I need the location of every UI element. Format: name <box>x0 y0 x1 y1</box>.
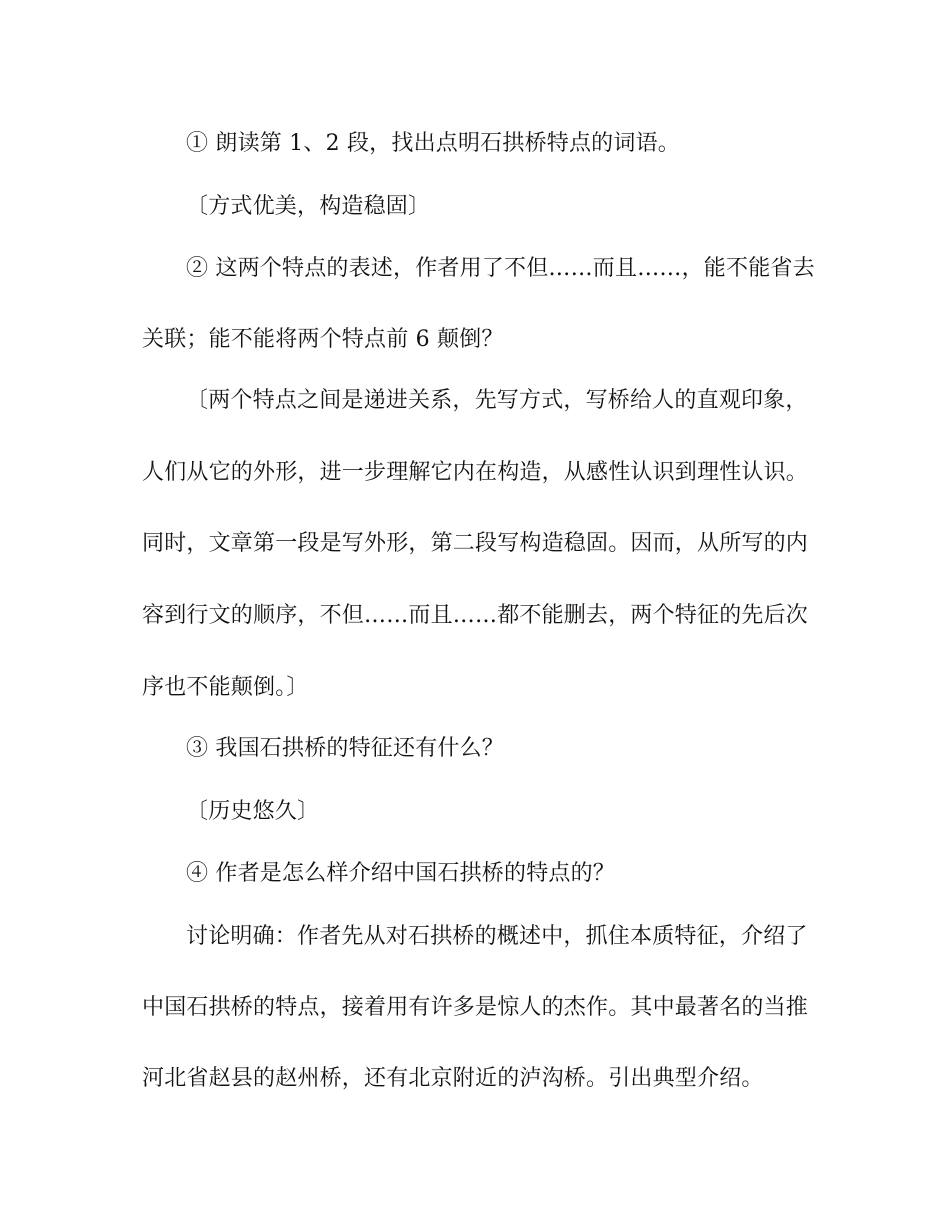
answer-2-line-4: 容到行文的顺序，不但……而且……都不能删去，两个特征的先后次 <box>142 603 809 628</box>
discussion-line-3: 河北省赵县的赵州桥，还有北京附近的泸沟桥。引出典型介绍。 <box>142 1066 764 1091</box>
question-2-line-2: 关联；能不能将两个特点前 6 颠倒？ <box>142 327 504 352</box>
discussion-line-1: 讨论明确：作者先从对石拱桥的概述中，抓住本质特征，介绍了 <box>186 924 808 949</box>
question-2-line-1: ② 这两个特点的表述，作者用了不但……而且……，能不能省去 <box>186 256 815 281</box>
discussion-line-2: 中国石拱桥的特点，接着用有许多是惊人的杰作。其中最著名的当推 <box>142 995 809 1020</box>
answer-2-line-2: 人们从它的外形，进一步理解它内在构造，从感性认识到理性认识。 <box>142 460 809 485</box>
question-3: ③ 我国石拱桥的特征还有什么？ <box>186 736 504 761</box>
answer-2-line-3: 同时，文章第一段是写外形，第二段写构造稳固。因而，从所写的内 <box>142 531 809 556</box>
question-1: ① 朗读第 1、2 段，找出点明石拱桥特点的词语。 <box>186 131 680 156</box>
answer-1: 〔方式优美，构造稳固〕 <box>186 194 431 219</box>
answer-2-line-1: 〔两个特点之间是递进关系，先写方式，写桥给人的直观印象， <box>186 388 808 413</box>
question-4: ④ 作者是怎么样介绍中国石拱桥的特点的？ <box>186 861 615 886</box>
answer-2-line-5: 序也不能颠倒。〕 <box>142 675 309 700</box>
answer-3: 〔历史悠久〕 <box>186 799 320 824</box>
